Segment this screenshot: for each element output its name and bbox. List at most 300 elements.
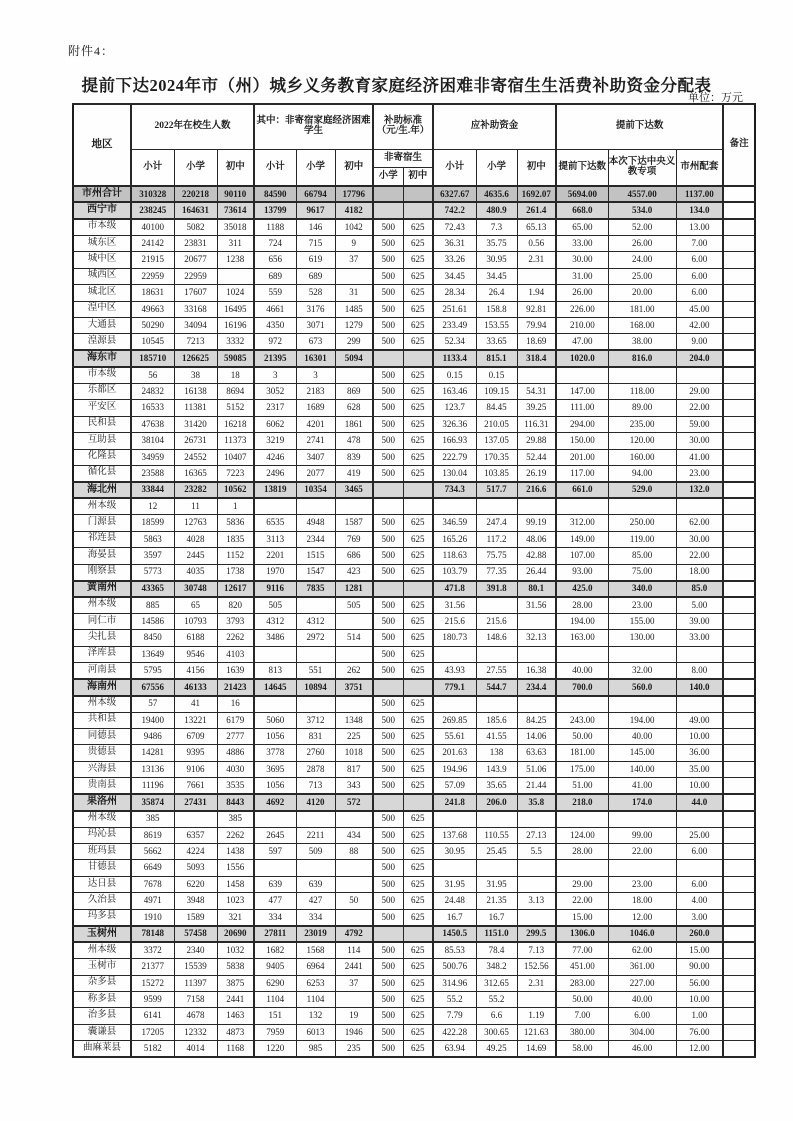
data-cell xyxy=(556,498,608,514)
row-region: 市本级 xyxy=(73,367,131,383)
data-cell xyxy=(517,811,556,827)
data-cell: 343 xyxy=(335,778,373,794)
table-row xyxy=(73,597,755,613)
data-cell: 4692 xyxy=(254,794,296,810)
data-cell: 84.45 xyxy=(476,400,517,416)
data-cell: 47.00 xyxy=(556,334,608,350)
data-cell: 6964 xyxy=(296,959,335,975)
data-cell: 625 xyxy=(403,696,433,712)
data-cell: 625 xyxy=(403,827,433,843)
data-cell: 26.44 xyxy=(517,564,556,580)
remark-cell xyxy=(723,564,755,580)
data-cell: 500 xyxy=(373,465,403,481)
data-cell: 55.2 xyxy=(433,991,476,1007)
data-cell: 20690 xyxy=(217,926,254,942)
data-cell: 63.63 xyxy=(517,745,556,761)
remark-cell xyxy=(723,646,755,662)
data-cell: 5694.00 xyxy=(556,186,608,202)
data-cell: 22.00 xyxy=(676,548,723,564)
header-group-funds: 应补助资金 xyxy=(433,104,556,150)
table-row xyxy=(73,663,755,679)
data-cell: 194.00 xyxy=(608,712,676,728)
data-cell: 24832 xyxy=(131,383,174,399)
data-cell: 5152 xyxy=(217,400,254,416)
data-cell xyxy=(335,367,373,383)
data-cell: 500 xyxy=(373,252,403,268)
data-cell: 114 xyxy=(335,942,373,958)
table-row xyxy=(73,186,755,202)
table-row xyxy=(73,646,755,662)
data-cell: 422.28 xyxy=(433,1024,476,1040)
data-cell: 33844 xyxy=(131,482,174,498)
data-cell: 84.25 xyxy=(517,712,556,728)
remark-cell xyxy=(723,778,755,794)
data-cell: 10545 xyxy=(131,334,174,350)
data-cell: 36.00 xyxy=(676,745,723,761)
data-cell: 500 xyxy=(373,844,403,860)
table-row xyxy=(73,876,755,892)
row-region: 同仁市 xyxy=(73,613,131,629)
data-cell: 500 xyxy=(373,860,403,876)
data-cell: 6535 xyxy=(254,515,296,531)
data-cell xyxy=(676,860,723,876)
data-cell: 12 xyxy=(131,498,174,514)
data-cell: 572 xyxy=(335,794,373,810)
data-cell: 4014 xyxy=(174,1041,217,1057)
data-cell xyxy=(296,696,335,712)
data-cell: 8619 xyxy=(131,827,174,843)
data-cell xyxy=(373,482,403,498)
data-cell: 227.00 xyxy=(608,975,676,991)
data-cell: 1835 xyxy=(217,531,254,547)
data-cell: 80.1 xyxy=(517,581,556,597)
data-cell: 311 xyxy=(217,235,254,251)
data-cell: 625 xyxy=(403,1041,433,1057)
data-cell: 348.2 xyxy=(476,959,517,975)
data-cell: 194.96 xyxy=(433,761,476,777)
data-cell xyxy=(556,696,608,712)
data-cell: 625 xyxy=(403,1008,433,1024)
data-cell xyxy=(296,811,335,827)
data-cell: 17205 xyxy=(131,1024,174,1040)
data-cell: 21.44 xyxy=(517,778,556,794)
data-cell: 2741 xyxy=(296,433,335,449)
data-cell: 35.65 xyxy=(476,778,517,794)
data-cell: 185.6 xyxy=(476,712,517,728)
data-cell: 625 xyxy=(403,334,433,350)
data-cell xyxy=(676,811,723,827)
data-cell: 155.00 xyxy=(608,613,676,629)
data-cell: 103.85 xyxy=(476,465,517,481)
data-cell: 46133 xyxy=(174,679,217,695)
data-cell xyxy=(676,646,723,662)
table-row xyxy=(73,367,755,383)
remark-cell xyxy=(723,794,755,810)
data-cell: 625 xyxy=(403,318,433,334)
data-cell: 76.00 xyxy=(676,1024,723,1040)
data-cell: 4.00 xyxy=(676,893,723,909)
data-cell: 18.69 xyxy=(517,334,556,350)
data-cell xyxy=(296,646,335,662)
data-cell: 625 xyxy=(403,630,433,646)
row-region: 刚察县 xyxy=(73,564,131,580)
data-cell: 625 xyxy=(403,761,433,777)
data-cell xyxy=(254,498,296,514)
data-cell: 116.31 xyxy=(517,416,556,432)
data-cell xyxy=(335,909,373,925)
data-cell: 1463 xyxy=(217,1008,254,1024)
data-cell: 5662 xyxy=(131,844,174,860)
attachment-label: 附件4： xyxy=(68,44,115,58)
row-region: 贵德县 xyxy=(73,745,131,761)
data-cell xyxy=(373,679,403,695)
row-region: 杂多县 xyxy=(73,975,131,991)
remark-cell xyxy=(723,696,755,712)
data-cell: 2262 xyxy=(217,827,254,843)
data-cell: 3948 xyxy=(174,893,217,909)
remark-cell xyxy=(723,613,755,629)
data-cell: 111.00 xyxy=(556,400,608,416)
data-cell: 59085 xyxy=(217,350,254,366)
data-cell: 109.15 xyxy=(476,383,517,399)
row-region: 果洛州 xyxy=(73,794,131,810)
data-cell: 1152 xyxy=(217,548,254,564)
data-cell: 299.5 xyxy=(517,926,556,942)
data-cell: 500 xyxy=(373,285,403,301)
data-cell: 1.19 xyxy=(517,1008,556,1024)
data-cell xyxy=(517,498,556,514)
data-cell: 6.00 xyxy=(676,285,723,301)
data-cell: 247.4 xyxy=(476,515,517,531)
data-cell: 149.00 xyxy=(556,531,608,547)
data-cell: 2.31 xyxy=(517,252,556,268)
data-cell: 625 xyxy=(403,564,433,580)
data-cell: 500 xyxy=(373,991,403,1007)
data-cell: 238245 xyxy=(131,202,174,218)
data-cell: 1910 xyxy=(131,909,174,925)
data-cell: 559 xyxy=(254,285,296,301)
data-cell: 31.56 xyxy=(433,597,476,613)
row-region: 平安区 xyxy=(73,400,131,416)
data-cell: 9546 xyxy=(174,646,217,662)
remark-cell xyxy=(723,400,755,416)
data-cell: 52.00 xyxy=(608,219,676,235)
data-cell: 152.56 xyxy=(517,959,556,975)
data-cell: 140.00 xyxy=(608,761,676,777)
data-cell: 23.00 xyxy=(676,465,723,481)
data-cell: 4156 xyxy=(174,663,217,679)
data-cell: 3695 xyxy=(254,761,296,777)
data-cell xyxy=(608,367,676,383)
data-cell: 16495 xyxy=(217,301,254,317)
data-cell: 41.00 xyxy=(608,778,676,794)
data-cell: 7158 xyxy=(174,991,217,1007)
row-region: 州本级 xyxy=(73,696,131,712)
data-cell xyxy=(517,268,556,284)
data-cell: 1032 xyxy=(217,942,254,958)
data-cell: 150.00 xyxy=(556,433,608,449)
data-cell: 3486 xyxy=(254,630,296,646)
data-cell: 8694 xyxy=(217,383,254,399)
data-cell: 16138 xyxy=(174,383,217,399)
data-cell: 471.8 xyxy=(433,581,476,597)
data-cell: 72.43 xyxy=(433,219,476,235)
data-cell: 500 xyxy=(373,646,403,662)
data-cell: 9405 xyxy=(254,959,296,975)
data-cell: 661.0 xyxy=(556,482,608,498)
remark-cell xyxy=(723,186,755,202)
data-cell: 143.9 xyxy=(476,761,517,777)
row-region: 贵南县 xyxy=(73,778,131,794)
row-region: 大通县 xyxy=(73,318,131,334)
data-cell: 713 xyxy=(296,778,335,794)
data-cell xyxy=(476,860,517,876)
table-row xyxy=(73,1008,755,1024)
data-cell: 14.06 xyxy=(517,728,556,744)
data-cell: 28.00 xyxy=(556,844,608,860)
data-cell: 5.00 xyxy=(676,597,723,613)
remark-cell xyxy=(723,268,755,284)
data-cell: 1515 xyxy=(296,548,335,564)
data-cell: 7.00 xyxy=(556,1008,608,1024)
data-cell: 15.00 xyxy=(556,909,608,925)
data-cell: 831 xyxy=(296,728,335,744)
data-cell xyxy=(676,498,723,514)
data-cell: 1.00 xyxy=(676,1008,723,1024)
data-cell: 500 xyxy=(373,630,403,646)
data-cell: 427 xyxy=(296,893,335,909)
data-cell: 17796 xyxy=(335,186,373,202)
data-cell: 6062 xyxy=(254,416,296,432)
data-cell: 769 xyxy=(335,531,373,547)
data-cell: 1970 xyxy=(254,564,296,580)
remark-cell xyxy=(723,433,755,449)
data-cell: 6649 xyxy=(131,860,174,876)
remark-cell xyxy=(723,712,755,728)
data-cell: 1547 xyxy=(296,564,335,580)
data-cell: 423 xyxy=(335,564,373,580)
data-cell: 500 xyxy=(373,728,403,744)
data-cell: 90.00 xyxy=(676,959,723,975)
data-cell xyxy=(556,811,608,827)
data-cell: 1556 xyxy=(217,860,254,876)
data-cell: 55.61 xyxy=(433,728,476,744)
header-poor-junior: 初中 xyxy=(335,150,373,187)
data-cell: 6327.67 xyxy=(433,186,476,202)
data-cell: 509 xyxy=(296,844,335,860)
data-cell: 0.15 xyxy=(476,367,517,383)
data-cell: 625 xyxy=(403,942,433,958)
data-cell: 65 xyxy=(174,597,217,613)
data-cell: 55.2 xyxy=(476,991,517,1007)
remark-cell xyxy=(723,285,755,301)
data-cell: 84590 xyxy=(254,186,296,202)
header-group-advance: 提前下达数 xyxy=(556,104,723,150)
data-cell: 50290 xyxy=(131,318,174,334)
data-cell: 121.63 xyxy=(517,1024,556,1040)
data-cell: 48.06 xyxy=(517,531,556,547)
row-region: 黄南州 xyxy=(73,581,131,597)
data-cell: 625 xyxy=(403,778,433,794)
data-cell xyxy=(476,646,517,662)
data-cell: 201.00 xyxy=(556,449,608,465)
data-cell: 2344 xyxy=(296,531,335,547)
row-region: 互助县 xyxy=(73,433,131,449)
data-cell: 500 xyxy=(373,449,403,465)
data-cell: 5795 xyxy=(131,663,174,679)
data-cell: 57458 xyxy=(174,926,217,942)
data-cell: 500 xyxy=(373,268,403,284)
data-cell: 16.7 xyxy=(476,909,517,925)
data-cell: 625 xyxy=(403,235,433,251)
data-cell: 4886 xyxy=(217,745,254,761)
table-row xyxy=(73,712,755,728)
data-cell xyxy=(433,696,476,712)
data-cell: 5082 xyxy=(174,219,217,235)
remark-cell xyxy=(723,827,755,843)
row-region: 城西区 xyxy=(73,268,131,284)
data-cell: 10407 xyxy=(217,449,254,465)
data-cell: 2878 xyxy=(296,761,335,777)
data-cell: 8443 xyxy=(217,794,254,810)
table-row xyxy=(73,745,755,761)
data-cell: 62.00 xyxy=(676,515,723,531)
table-row xyxy=(73,235,755,251)
data-cell: 7.3 xyxy=(476,219,517,235)
remark-cell xyxy=(723,942,755,958)
data-cell: 27431 xyxy=(174,794,217,810)
data-cell: 241.8 xyxy=(433,794,476,810)
data-cell: 24.00 xyxy=(608,252,676,268)
data-cell: 1104 xyxy=(296,991,335,1007)
data-cell: 4120 xyxy=(296,794,335,810)
header-group-standard: 补助标准（元/生.年） xyxy=(373,104,433,150)
data-cell: 137.68 xyxy=(433,827,476,843)
data-cell: 742.2 xyxy=(433,202,476,218)
table-row xyxy=(73,334,755,350)
data-cell: 45.00 xyxy=(676,301,723,317)
data-cell: 425.0 xyxy=(556,581,608,597)
data-cell: 625 xyxy=(403,959,433,975)
remark-cell xyxy=(723,811,755,827)
data-cell: 2211 xyxy=(296,827,335,843)
data-cell: 92.81 xyxy=(517,301,556,317)
data-cell: 93.00 xyxy=(556,564,608,580)
data-cell: 49.25 xyxy=(476,1041,517,1057)
table-row xyxy=(73,465,755,481)
row-region: 循化县 xyxy=(73,465,131,481)
data-cell: 1188 xyxy=(254,219,296,235)
data-cell: 28.34 xyxy=(433,285,476,301)
data-cell: 262 xyxy=(335,663,373,679)
data-cell: 19400 xyxy=(131,712,174,728)
data-cell: 3219 xyxy=(254,433,296,449)
data-cell: 6.00 xyxy=(608,1008,676,1024)
row-region: 治多县 xyxy=(73,1008,131,1024)
data-cell: 23831 xyxy=(174,235,217,251)
data-cell: 132.0 xyxy=(676,482,723,498)
data-cell xyxy=(373,186,403,202)
table-row xyxy=(73,844,755,860)
data-cell: 8450 xyxy=(131,630,174,646)
data-cell: 4103 xyxy=(217,646,254,662)
data-cell: 625 xyxy=(403,613,433,629)
data-cell: 625 xyxy=(403,991,433,1007)
data-cell: 1589 xyxy=(174,909,217,925)
row-region: 海南州 xyxy=(73,679,131,695)
data-cell: 206.0 xyxy=(476,794,517,810)
data-cell xyxy=(335,991,373,1007)
data-cell xyxy=(217,268,254,284)
remark-cell xyxy=(723,548,755,564)
data-cell: 813 xyxy=(254,663,296,679)
row-region: 玛多县 xyxy=(73,909,131,925)
data-cell: 514 xyxy=(335,630,373,646)
row-region: 甘德县 xyxy=(73,860,131,876)
data-cell: 117.2 xyxy=(476,531,517,547)
data-cell xyxy=(403,186,433,202)
data-cell: 234.4 xyxy=(517,679,556,695)
data-cell: 625 xyxy=(403,285,433,301)
data-cell: 42.00 xyxy=(676,318,723,334)
data-cell: 260.0 xyxy=(676,926,723,942)
data-cell: 49663 xyxy=(131,301,174,317)
data-cell: 500 xyxy=(373,597,403,613)
data-cell: 39.00 xyxy=(676,613,723,629)
data-cell xyxy=(556,860,608,876)
data-cell: 3751 xyxy=(335,679,373,695)
data-cell: 334 xyxy=(296,909,335,925)
row-region: 曲麻莱县 xyxy=(73,1041,131,1057)
data-cell: 35.75 xyxy=(476,235,517,251)
data-cell: 1306.0 xyxy=(556,926,608,942)
data-cell: 12763 xyxy=(174,515,217,531)
data-cell: 23.00 xyxy=(608,876,676,892)
data-cell: 10.00 xyxy=(676,778,723,794)
data-cell: 4035 xyxy=(174,564,217,580)
data-cell: 78.4 xyxy=(476,942,517,958)
data-cell xyxy=(335,860,373,876)
data-cell: 226.00 xyxy=(556,301,608,317)
data-cell: 972 xyxy=(254,334,296,350)
data-cell: 250.00 xyxy=(608,515,676,531)
data-cell: 130.04 xyxy=(433,465,476,481)
data-cell: 225 xyxy=(335,728,373,744)
data-cell: 625 xyxy=(403,909,433,925)
data-cell: 283.00 xyxy=(556,975,608,991)
data-cell: 385 xyxy=(131,811,174,827)
data-cell: 3 xyxy=(296,367,335,383)
data-cell: 24552 xyxy=(174,449,217,465)
data-cell: 700.0 xyxy=(556,679,608,695)
data-cell: 361.00 xyxy=(608,959,676,975)
data-cell: 16 xyxy=(217,696,254,712)
data-cell: 6.00 xyxy=(676,844,723,860)
data-cell: 625 xyxy=(403,745,433,761)
data-cell xyxy=(254,860,296,876)
data-cell: 500 xyxy=(373,564,403,580)
data-cell: 534.0 xyxy=(608,202,676,218)
data-cell: 34.45 xyxy=(433,268,476,284)
table-row xyxy=(73,301,755,317)
remark-cell xyxy=(723,301,755,317)
row-region: 称多县 xyxy=(73,991,131,1007)
data-cell: 29.88 xyxy=(517,433,556,449)
table-row xyxy=(73,400,755,416)
data-cell: 18631 xyxy=(131,285,174,301)
data-cell: 31.56 xyxy=(517,597,556,613)
data-cell xyxy=(373,581,403,597)
